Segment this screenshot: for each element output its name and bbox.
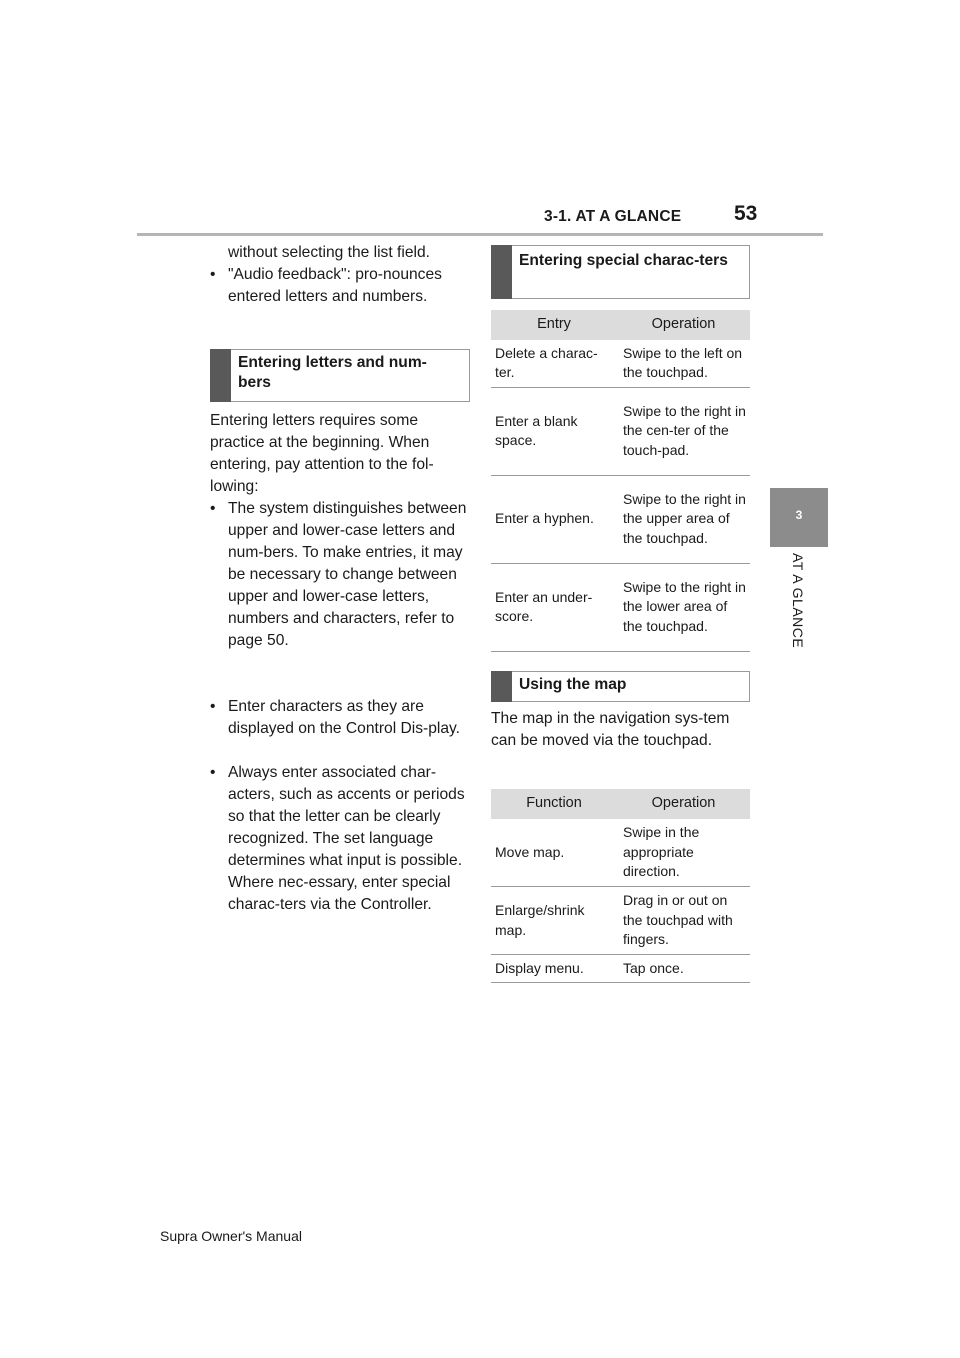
continued-text: without selecting the list field. (228, 244, 430, 261)
section-heading-letters (210, 349, 470, 402)
table-row (491, 340, 750, 387)
bullet-icon: • (210, 500, 216, 517)
table-row (491, 475, 750, 563)
section-heading-text: Entering special charac-ters (519, 252, 728, 269)
section-heading-text: Entering letters and num-bers (238, 354, 427, 391)
table-row (491, 955, 750, 983)
map-intro-paragraph: The map in the navigation sys-tem can be moved via the touchpad. (491, 709, 730, 749)
page-number: 53 (734, 202, 758, 225)
column-header-operation: Operation (617, 789, 750, 819)
list-item (210, 696, 470, 762)
section-marker (491, 245, 512, 299)
section-heading-map (491, 671, 750, 702)
column-header-entry: Entry (491, 310, 617, 340)
operation-cell: Swipe to the right in the upper area of the touchpad. (617, 475, 750, 563)
intro-paragraph: Entering letters requires some practice at the beginning. When entering, pay attention to the fol-lowing: (210, 412, 434, 495)
header-rule (137, 233, 823, 236)
entry-cell: Enter an under-score. (491, 563, 617, 651)
operation-cell: Drag in or out on the touchpad with fingers. (617, 887, 750, 955)
operation-cell: Swipe to the left on the touchpad. (617, 340, 750, 387)
table-header-row (491, 789, 750, 819)
bullet-text: The system distinguishes between upper and lower-case letters and num-bers. To make entries, it may be necessary to change between upper and lower-case letters, numbers and characters, refer to page 50. (228, 500, 467, 649)
operation-cell: Swipe to the right in the cen-ter of the touch-pad. (617, 387, 750, 475)
table-row (491, 819, 750, 887)
operation-cell: Swipe in the appropriate direction. (617, 819, 750, 887)
section-heading-special-chars (491, 245, 750, 299)
table-row (491, 387, 750, 475)
chapter-label: AT A GLANCE (790, 553, 806, 649)
chapter-number: 3 (795, 508, 803, 522)
section-marker (210, 349, 231, 402)
section-header-title: 3-1. AT A GLANCE (544, 208, 682, 225)
bullet-icon: • (210, 266, 216, 283)
column-header-operation: Operation (617, 310, 750, 340)
table-row (491, 887, 750, 955)
bullet-icon: • (210, 698, 216, 715)
table-header-row (491, 310, 750, 340)
left-column (210, 242, 470, 938)
map-table (491, 789, 750, 984)
function-cell: Display menu. (491, 955, 617, 983)
special-chars-table (491, 310, 750, 652)
section-marker (491, 671, 512, 702)
right-column (491, 245, 750, 983)
section-heading-text: Using the map (519, 675, 627, 693)
list-item (210, 762, 470, 938)
column-header-function: Function (491, 789, 617, 819)
entry-cell: Enter a blank space. (491, 387, 617, 475)
bullet-text: Enter characters as they are displayed on the Control Dis-play. (228, 698, 461, 737)
bullet-icon: • (210, 764, 216, 781)
entry-cell: Delete a charac-ter. (491, 340, 617, 387)
operation-cell: Tap once. (617, 955, 750, 983)
footer-manual-title: Supra Owner's Manual (160, 1228, 302, 1244)
bullet-text: Always enter associated char-acters, such as accents or periods so that the letter can be clearly recognized. The set language determines what input is possible. Where nec-essary, enter special charac-ters via the Controller. (228, 764, 465, 913)
table-row (491, 563, 750, 651)
list-item (210, 498, 470, 696)
function-cell: Move map. (491, 819, 617, 887)
entry-cell: Enter a hyphen. (491, 475, 617, 563)
list-item (210, 264, 470, 330)
bullet-text: "Audio feedback": pro-nounces entered letters and numbers. (228, 266, 442, 305)
function-cell: Enlarge/shrink map. (491, 887, 617, 955)
operation-cell: Swipe to the right in the lower area of the touchpad. (617, 563, 750, 651)
